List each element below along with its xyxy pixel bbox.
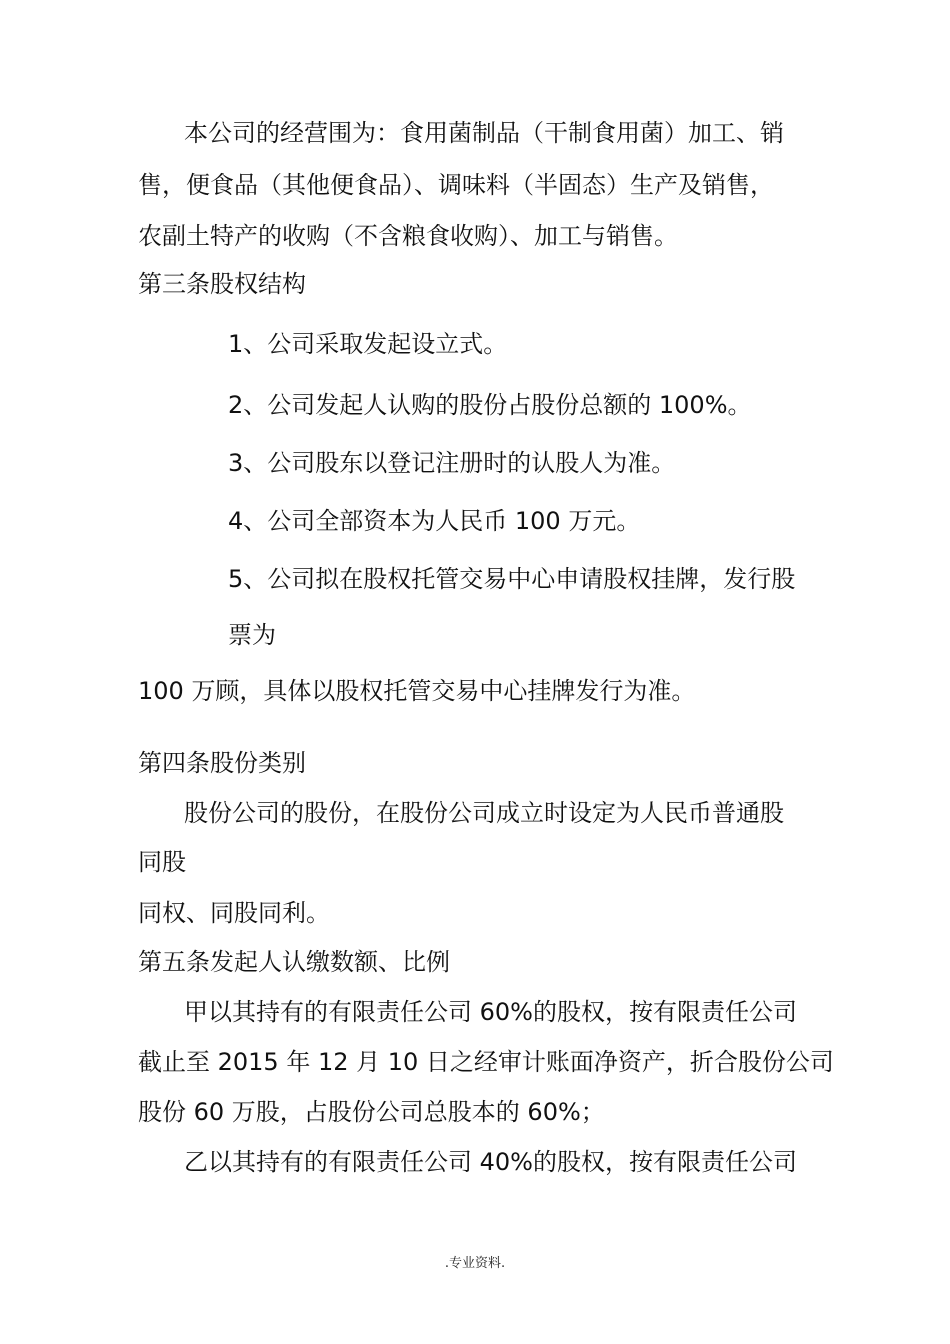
paragraph-line: 农副土特产的收购（不含粮食收购）、加工与销售。 — [138, 222, 678, 250]
paragraph-line: 截止至 2015 年 12 月 10 日之经审计账面净资产，折合股份公司 — [138, 1048, 834, 1076]
section-heading: 第三条股权结构 — [138, 270, 306, 298]
list-item: 2、公司发起人认购的股份占股份总额的 100%。 — [228, 391, 752, 419]
list-item: 1、公司采取发起设立式。 — [228, 330, 508, 358]
list-item: 3、公司股东以登记注册时的认股人为准。 — [228, 449, 676, 477]
section-heading: 第四条股份类别 — [138, 749, 306, 777]
paragraph-line: 同权、同股同利。 — [138, 899, 330, 927]
list-item: 票为 — [228, 621, 276, 649]
list-item: 4、公司全部资本为人民币 100 万元。 — [228, 507, 641, 535]
paragraph-line: 甲以其持有的有限责任公司 60%的股权，按有限责任公司 — [184, 998, 797, 1026]
paragraph-line: 售，便食品（其他便食品）、调味料（半固态）生产及销售， — [138, 171, 774, 199]
paragraph-line: 同股 — [138, 848, 186, 876]
paragraph-line: 股份公司的股份，在股份公司成立时设定为人民币普通股 — [184, 799, 784, 827]
list-item: 5、公司拟在股权托管交易中心申请股权挂牌，发行股 — [228, 565, 796, 593]
paragraph-line: 乙以其持有的有限责任公司 40%的股权，按有限责任公司 — [184, 1148, 797, 1176]
paragraph-line: 本公司的经营围为：食用菌制品（干制食用菌）加工、销 — [184, 119, 784, 147]
list-item: 100 万顾，具体以股权托管交易中心挂牌发行为准。 — [138, 677, 696, 705]
paragraph-line: 股份 60 万股，占股份公司总股本的 60%； — [138, 1098, 605, 1126]
page-footer: .专业资料. — [444, 1256, 506, 1271]
section-heading: 第五条发起人认缴数额、比例 — [138, 948, 450, 976]
